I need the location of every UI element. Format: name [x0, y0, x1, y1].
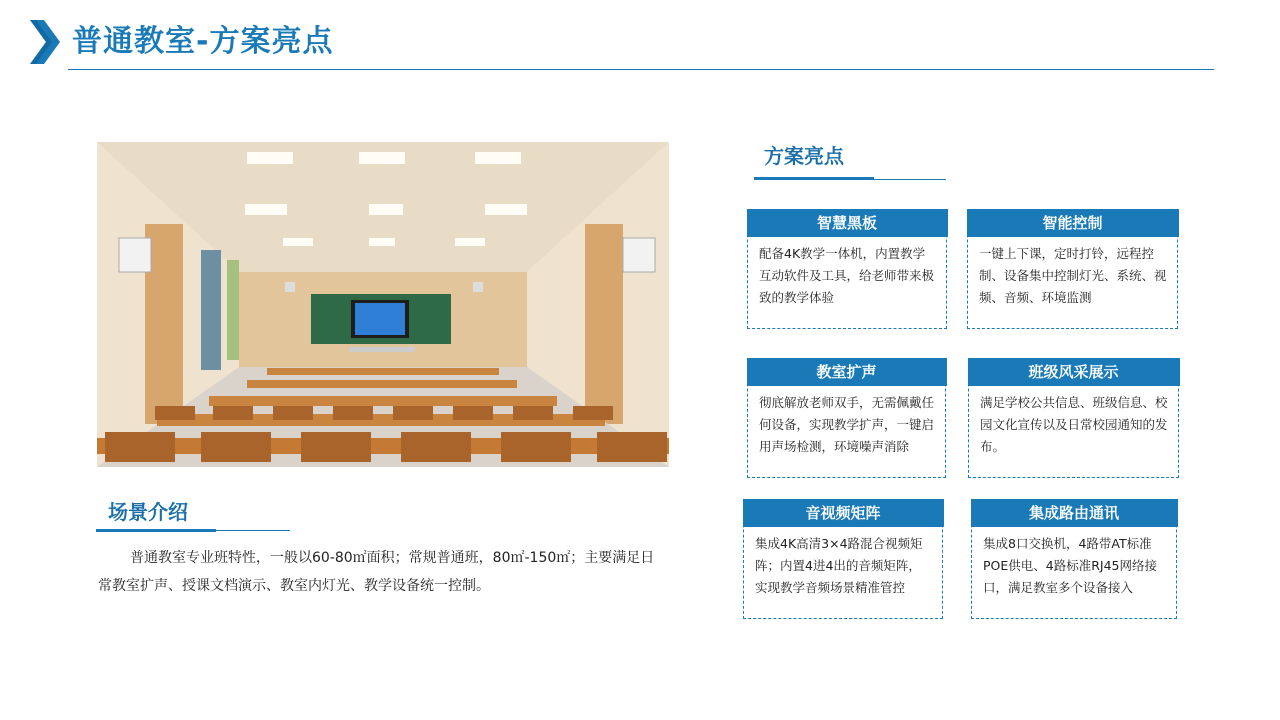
title-divider: [68, 69, 1214, 70]
highlights-section-rule: [754, 179, 946, 180]
card-body: 彻底解放老师双手，无需佩戴任何设备，实现教学扩声，一键启用声场检测，环境噪声消除: [759, 394, 935, 454]
card-title: 智慧黑板: [747, 209, 948, 237]
feature-card-smart-control: [967, 209, 1178, 329]
highlights-section-title: 方案亮点: [764, 144, 844, 168]
feature-card-integrated-router: [971, 499, 1177, 619]
chevron-right-icon: [30, 20, 64, 64]
scene-section-rule: [96, 530, 290, 531]
card-title: 集成路由通讯: [971, 499, 1178, 527]
feature-card-class-showcase: [968, 358, 1179, 478]
feature-card-av-matrix: [743, 499, 943, 619]
feature-card-classroom-audio: [747, 358, 946, 478]
card-body: 配备4K教学一体机，内置教学互动软件及工具，给老师带来极致的教学体验: [759, 245, 935, 305]
card-body: 集成4K高清3×4路混合视频矩阵；内置4进4出的音频矩阵，实现教学音频场景精准管控: [755, 535, 923, 595]
classroom-photo: [97, 142, 669, 467]
card-title: 智能控制: [967, 209, 1179, 237]
highlights-section-header: [764, 142, 946, 178]
card-body: 满足学校公共信息、班级信息、校园文化宣传以及日常校园通知的发布。: [980, 394, 1168, 454]
feature-card-smart-blackboard: [747, 209, 947, 329]
card-title: 教室扩声: [747, 358, 947, 386]
title-bar: [0, 0, 1280, 72]
card-body: 集成8口交换机，4路带AT标准POE供电、4路标准RJ45网络接口，满足教室多个设备接入: [983, 535, 1158, 595]
card-title: 班级风采展示: [968, 358, 1180, 386]
card-body: 一键上下课，定时打铃，远程控制、设备集中控制灯光、系统、视频、音频、环境监测: [979, 245, 1167, 305]
card-title: 音视频矩阵: [743, 499, 944, 527]
page-title: 普通教室-方案亮点: [72, 24, 334, 59]
scene-description: [98, 544, 658, 600]
scene-section-title: 场景介绍: [108, 500, 188, 524]
scene-section-header: [108, 498, 290, 534]
scene-paragraph: 普通教室专业班特性，一般以60-80㎡面积；常规普通班，80㎡-150㎡；主要满足日常教室扩声、授课文档演示、教室内灯光、教学设备统一控制。: [98, 550, 655, 594]
